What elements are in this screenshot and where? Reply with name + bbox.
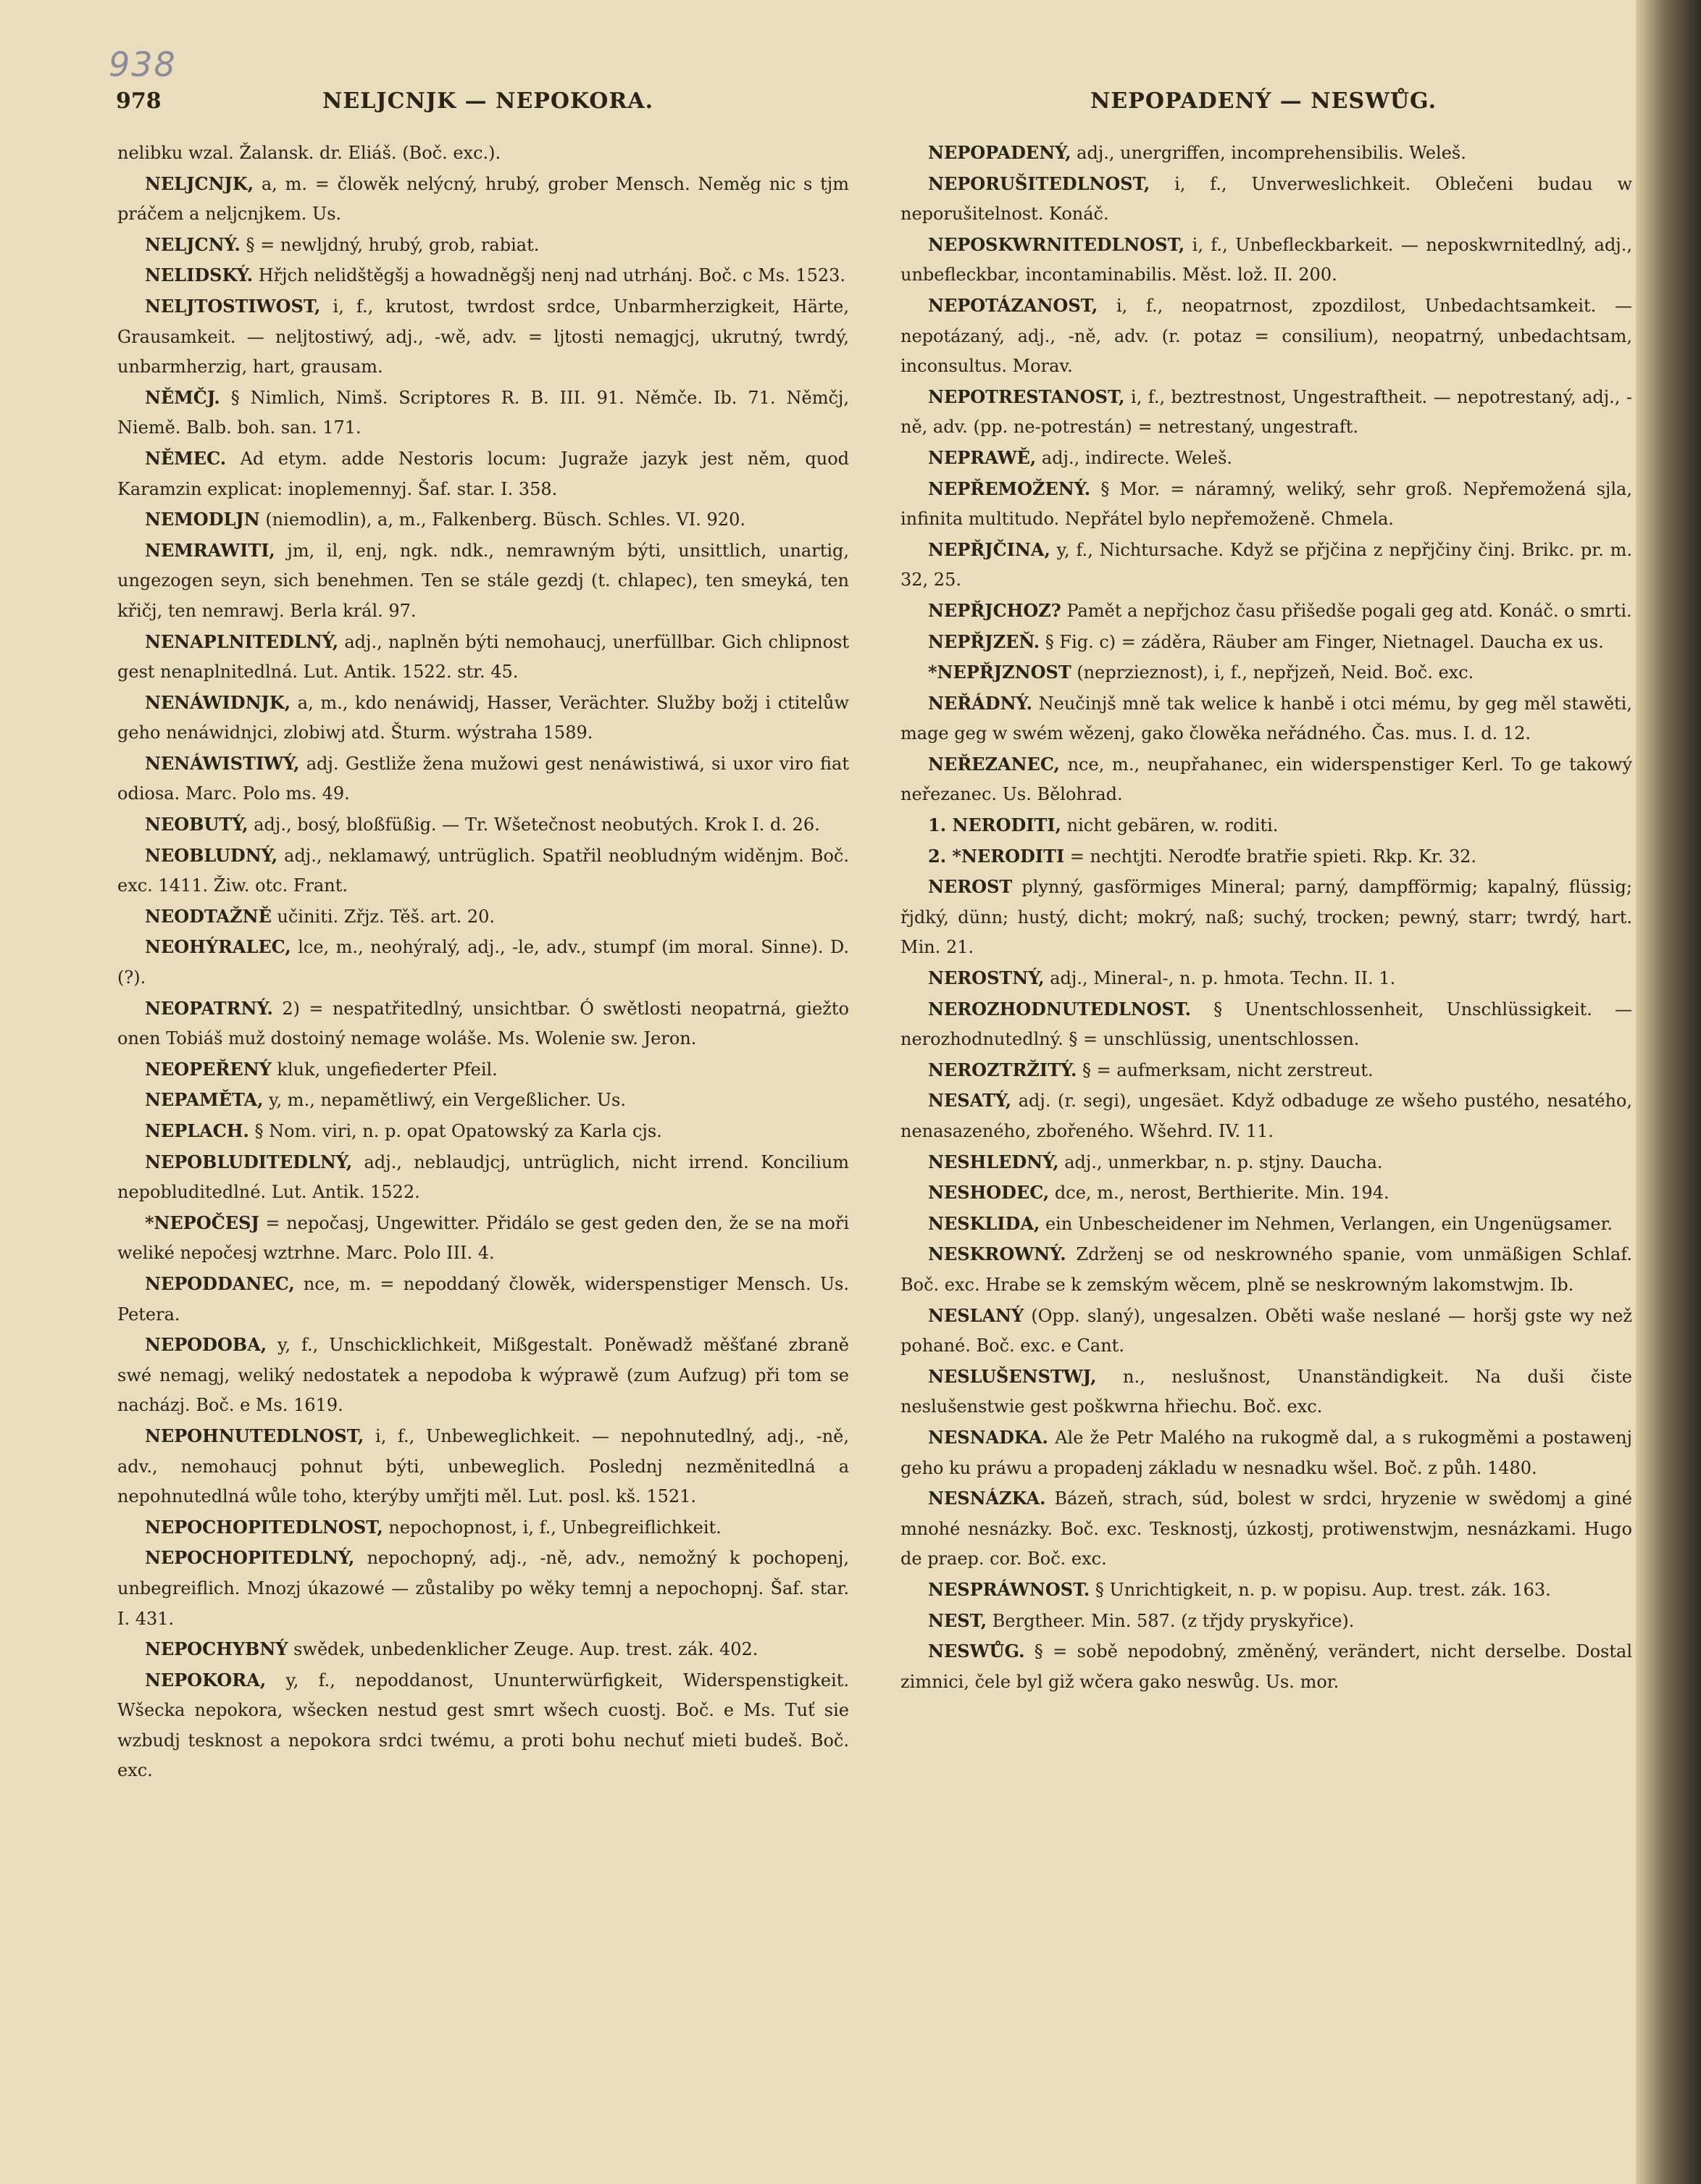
entry-text: swědek, unbedenklicher Zeuge. Aup. trest. zák. 402. <box>288 1639 758 1660</box>
entry-text: § Fig. c) = záděra, Räuber am Finger, Nietnagel. Daucha ex us. <box>1040 631 1604 652</box>
dictionary-entry <box>900 749 1632 810</box>
dictionary-entry <box>900 535 1632 596</box>
entry-headword: NEMODLJN <box>145 509 260 530</box>
entry-text: adj. (r. segi), ungesäet. Když odbaduge ze wšeho pustého, nesatého, nenasazeného, zbořeného. Wšehrd. IV. 11. <box>900 1091 1632 1141</box>
running-head-right: NEPOPADENÝ — NESWŮG. <box>1090 88 1437 114</box>
entry-headword: NEPŘJČINA, <box>928 538 1050 560</box>
dictionary-entry <box>900 688 1632 749</box>
entry-text: Ad etym. adde Nestoris locum: Jugraže jazyk jest něm, quod Karamzin explicat: inoplemennyj. Šaf. star. I. 358. <box>117 448 849 499</box>
dictionary-entry <box>117 169 849 230</box>
entry-headword: NELJTOSTIWOST, <box>145 295 321 317</box>
dictionary-entry <box>117 535 849 627</box>
dictionary-entry <box>900 841 1632 872</box>
entry-text: § Nimlich, Nimš. Scriptores R. B. III. 91. Němče. Ib. 71. Němčj, Niemě. Balb. boh. san. 171. <box>117 387 849 438</box>
entry-text: adj. Gestliže žena mužowi gest nenáwistiwá, si uxor viro fiat odiosa. Marc. Polo ms. 49. <box>117 753 849 804</box>
entry-text: nicht gebären, w. roditi. <box>1061 815 1279 836</box>
entry-text: (Opp. slaný), ungesalzen. Oběti waše neslané — horšj gste wy než pohané. Boč. exc. e Cant. <box>900 1305 1632 1356</box>
entry-text: adj., indirecte. Weleš. <box>1036 447 1233 468</box>
entry-headword: NEOHÝRALEC, <box>145 936 291 958</box>
dictionary-entry <box>900 963 1632 994</box>
entry-headword: NEPOTRESTANOST, <box>928 385 1125 407</box>
dictionary-entry <box>900 627 1632 658</box>
entry-headword: NEPOTÁZANOST, <box>928 294 1098 316</box>
dictionary-entry <box>117 138 849 169</box>
entry-headword: NEPRAWĚ, <box>928 446 1037 468</box>
dictionary-entry <box>117 291 849 383</box>
dictionary-entry <box>900 1055 1632 1086</box>
entry-text: = nechtjti. Nerodťe bratřie spieti. Rkp. Kr. 32. <box>1064 846 1477 867</box>
entry-text: kluk, ungefiederter Pfeil. <box>271 1059 498 1080</box>
entry-headword: NEPODDANEC, <box>145 1272 295 1294</box>
entry-headword: NEPOPADENÝ, <box>928 142 1071 163</box>
entry-text: 2) = nespatřitedlný, unsichtbar. Ó swětlosti neopatrná, giežto onen Tobiáš muž dostoiný nemage woláše. Ms. Wolenie sw. Jeron. <box>117 998 849 1049</box>
entry-headword: NEROST <box>928 876 1013 898</box>
dictionary-entry <box>117 1147 849 1208</box>
entry-headword: NEOPEŘENÝ <box>145 1058 272 1080</box>
dictionary-entry <box>117 932 849 993</box>
entry-text: a, m. = člowěk nelýcný, hrubý, grober Mensch. Neměg nic s tjm práčem a neljcnjkem. Us. <box>117 173 849 225</box>
entry-headword: NELJCNÝ. <box>145 233 241 255</box>
entry-text: Zdrženj se od neskrowného spanie, vom unmäßigen Schlaf. Boč. exc. Hrabe se k zemským wěcem, plně se neskrowným lakomstwjm. Ib. <box>900 1244 1632 1295</box>
entry-headword: NESHLEDNÝ, <box>928 1151 1059 1172</box>
entry-headword: NEMRAWITI, <box>145 539 275 561</box>
entry-headword: NENAPLNITEDLNÝ, <box>145 630 339 652</box>
dictionary-entry <box>900 169 1632 230</box>
entry-headword: NESKROWNÝ. <box>928 1243 1066 1265</box>
entry-headword: NĚMEC. <box>145 447 227 469</box>
dictionary-entry <box>117 1085 849 1116</box>
dictionary-entry <box>900 1575 1632 1606</box>
entry-text: § Unentschlossenheit, Unschlüssigkeit. — nerozhodnutedlný. § = unschlüssig, unentschlossen. <box>900 999 1632 1050</box>
entry-text: i, f., Unbefleckbarkeit. — neposkwrnitedlný, adj., unbefleckbar, incontaminabilis. Měst. lož. II. 200. <box>900 234 1632 285</box>
dictionary-entry <box>900 443 1632 474</box>
dictionary-entry <box>117 1116 849 1147</box>
entry-headword: NELJCNJK, <box>145 172 254 194</box>
entry-text: nce, m. = nepoddaný člowěk, widerspenstiger Mensch. Us. Petera. <box>117 1273 849 1325</box>
dictionary-entry <box>900 596 1632 627</box>
entry-headword: NENÁWIDNJK, <box>145 691 291 713</box>
entry-headword: NESATÝ, <box>928 1090 1012 1112</box>
entry-text: § Nom. viri, n. p. opat Opatowský za Karla cjs. <box>248 1121 662 1141</box>
pencil-page-note: 938 <box>109 45 177 84</box>
dictionary-entry <box>900 1301 1632 1362</box>
page-gutter-shadow <box>1636 0 1701 2184</box>
dictionary-entry <box>900 1422 1632 1483</box>
entry-text: adj., unergriffen, incomprehensibilis. Weleš. <box>1071 143 1466 163</box>
dictionary-entry <box>117 1208 849 1269</box>
dictionary-entry <box>900 230 1632 291</box>
dictionary-entry <box>900 1239 1632 1300</box>
dictionary-entry <box>900 291 1632 382</box>
dictionary-entry <box>900 810 1632 841</box>
entry-text: § = sobě nepodobný, změněný, verändert, nicht derselbe. Dostal zimnici, čele byl giž wčera gako neswůg. Us. mor. <box>900 1641 1632 1692</box>
dictionary-entry <box>117 1512 849 1543</box>
left-column <box>117 138 849 2138</box>
entry-text: i, f., krutost, twrdost srdce, Unbarmherzigkeit, Härte, Grausamkeit. — neljtostiwý, adj., -wě, adv. = ljtosti nemagjcj, ukrutný, twrdý, unbarmherzig, hart, grausam. <box>117 296 849 378</box>
entry-text: Ale že Petr Malého na rukogmě dal, a s rukogměmi a postawenj geho ku práwu a propadenj základu w nesnadku wšel. Boč. z půh. 1480. <box>900 1427 1632 1478</box>
entry-text: § = newljdný, hrubý, grob, rabiat. <box>240 234 540 255</box>
dictionary-entry <box>117 504 849 535</box>
entry-text: (neprzieznost), i, f., nepřjzeň, Neid. Boč. exc. <box>1071 662 1474 683</box>
dictionary-entry <box>117 1634 849 1665</box>
entry-headword: NELIDSKÝ. <box>145 264 254 286</box>
dictionary-entry <box>900 1209 1632 1240</box>
entry-headword: NESNÁZKA. <box>928 1488 1046 1509</box>
entry-text: = nepočasj, Ungewitter. Přidálo se gest geden den, že se na moři weliké nepočesj wztrhne. Marc. Polo III. 4. <box>117 1212 849 1264</box>
entry-text: y, f., nepoddanost, Ununterwürfigkeit, Widerspenstigkeit. Wšecka nepokora, wšecken nestud gest smrt wšech cuostj. Boč. e Ms. Tuť sie wzbudj tesknost a nepokora srdci twému, a proti bohu nechuť mieti budeš. Boč. exc. <box>117 1670 849 1781</box>
entry-headword: NEPAMĚTA, <box>145 1089 264 1111</box>
entry-text: adj., neklamawý, untrüglich. Spatřil neobludným widěnjm. Boč. exc. 1411. Žiw. otc. Frant. <box>117 845 849 896</box>
entry-headword: NEŘÁDNÝ. <box>928 692 1032 714</box>
entry-text: adj., bosý, bloßfüßig. — Tr. Wšetečnost neobutých. Krok I. d. 26. <box>248 814 820 835</box>
entry-text: adj., Mineral-, n. p. hmota. Techn. II. 1. <box>1044 968 1396 989</box>
entry-text: § Unrichtigkeit, n. p. w popisu. Aup. trest. zák. 163. <box>1090 1579 1551 1600</box>
entry-text: i, f., Unverweslichkeit. Oblečeni budau w neporušitelnost. Konáč. <box>900 173 1632 225</box>
entry-text: jm, il, enj, ngk. ndk., nemrawným býti, unsittlich, unartig, ungezogen seyn, sich benehmen. Ten se stále gezdj (t. chlapec), ten smeyká, ten křičj, ten nemrawj. Berla král. 97. <box>117 540 849 621</box>
entry-headword: NESNADKA. <box>928 1426 1048 1448</box>
entry-text: y, f., Unschicklichkeit, Mißgestalt. Poněwadž měšťané zbraně swé nemagj, weliký nedostatek a nepodoba k wýprawě (zum Aufzug) při tom se nacházj. Boč. e Ms. 1619. <box>117 1335 849 1416</box>
dictionary-entry <box>117 901 849 933</box>
dictionary-entry <box>900 1178 1632 1209</box>
entry-text: § Mor. = náramný, weliký, sehr groß. Nepřemožená sjla, infinita multitudo. Nepřátel bylo nepřemoženě. Chmela. <box>900 478 1632 530</box>
entry-text: nepochopný, adj., -ně, adv., nemožný k pochopenj, unbegreiflich. Mnozj úkazowé — zůstaliby po wěky temnj a nepochopnj. Šaf. star. I. 431. <box>117 1548 849 1629</box>
dictionary-entry <box>117 1054 849 1085</box>
dictionary-entry <box>900 1483 1632 1575</box>
dictionary-entry <box>117 1543 849 1634</box>
dictionary-entry <box>900 138 1632 169</box>
entry-headword: NEOBUTÝ, <box>145 814 248 835</box>
entry-text: y, m., nepamětliwý, ein Vergeßlicher. Us. <box>263 1090 626 1111</box>
right-column <box>900 138 1632 2138</box>
entry-text: adj., naplněn býti nemohaucj, unerfüllbar. Gich chlipnost gest nenaplnitedlná. Lut. Antik. 1522. str. 45. <box>117 631 849 683</box>
dictionary-entry <box>900 1362 1632 1422</box>
dictionary-entry <box>117 993 849 1054</box>
dictionary-entry <box>117 1421 849 1512</box>
dictionary-entry <box>117 749 849 809</box>
entry-text: Pamět a nepřjchoz času přišedše pogali geg atd. Konáč. o smrti. <box>1061 600 1632 621</box>
entry-headword: NEPOHNUTEDLNOST, <box>145 1425 364 1446</box>
entry-headword: NEROZTRŽITÝ. <box>928 1059 1077 1080</box>
entry-headword: NESHODEC, <box>928 1182 1050 1204</box>
entry-headword: NEPŘJZEŇ. <box>928 630 1040 652</box>
entry-headword: NEPORUŠITEDLNOST, <box>928 172 1150 194</box>
entry-text: Hřjch nelidštěgšj a howadněgšj nenj nad utrhánj. Boč. c Ms. 1523. <box>253 265 846 286</box>
dictionary-entry <box>117 1330 849 1421</box>
entry-headword: NEPŘEMOŽENÝ. <box>928 478 1091 499</box>
entry-text: lce, m., neohýralý, adj., -le, adv., stumpf (im moral. Sinne). D. (?). <box>117 937 849 988</box>
entry-text: § = aufmerksam, nicht zerstreut. <box>1077 1059 1374 1080</box>
entry-headword: NEODTAŽNĚ <box>145 905 272 927</box>
dictionary-entry <box>900 1636 1632 1697</box>
entry-headword: NEPLACH. <box>145 1120 249 1141</box>
entry-headword: NESLANÝ <box>928 1304 1024 1326</box>
dictionary-entry <box>900 474 1632 535</box>
dictionary-entry <box>117 1269 849 1330</box>
dictionary-entry <box>117 443 849 504</box>
entry-headword: NESLUŠENSTWJ, <box>928 1365 1097 1387</box>
entry-headword: NEŘEZANEC, <box>928 753 1060 775</box>
entry-headword: NEPODOBA, <box>145 1334 267 1356</box>
entry-headword: NEPOCHOPITEDLNÝ, <box>145 1547 355 1569</box>
dictionary-entry <box>117 841 849 901</box>
entry-headword: 2. *NERODITI <box>928 845 1065 867</box>
entry-headword: NEPOSKWRNITEDLNOST, <box>928 233 1185 255</box>
entry-headword: NEPOKORA, <box>145 1669 267 1691</box>
entry-headword: 1. NERODITI, <box>928 814 1061 836</box>
dictionary-entry <box>900 1147 1632 1178</box>
entry-text: i, f., beztrestnost, Ungestraftheit. — nepotrestaný, adj., -ně, adv. (pp. ne-potrestán) = netrestaný, ungestraft. <box>900 386 1632 438</box>
entry-headword: NENÁWISTIWÝ, <box>145 752 300 774</box>
dictionary-entry <box>117 230 849 261</box>
dictionary-entry <box>900 994 1632 1055</box>
entry-text: Bázeň, strach, súd, bolest w srdci, hryzenie w swědomj a giné mnohé nesnázky. Boč. exc. Tesknostj, úzkostj, protiwenstwjm, nesnázkami. Hugo de praep. cor. Boč. exc. <box>900 1488 1632 1570</box>
dictionary-entry <box>117 383 849 443</box>
entry-text: a, m., kdo nenáwidj, Hasser, Verächter. Služby božj i ctitelůw geho nenáwidnjci, zlobiwj atd. Šturm. wýstraha 1589. <box>117 692 849 743</box>
dictionary-entry <box>117 627 849 688</box>
entry-text: (niemodlin), a, m., Falkenberg. Büsch. Schles. VI. 920. <box>259 509 745 530</box>
entry-headword: NĚMČJ. <box>145 386 220 408</box>
dictionary-entry <box>117 809 849 841</box>
dictionary-entry <box>900 1606 1632 1637</box>
entry-headword: NEST, <box>928 1609 987 1631</box>
dictionary-entry <box>117 688 849 749</box>
entry-headword: *NEPŘJZNOST <box>928 662 1071 683</box>
entry-text: nce, m., neupřahanec, ein widerspenstiger Kerl. To ge takowý neřezanec. Us. Bělohrad. <box>900 754 1632 805</box>
dictionary-entry <box>900 872 1632 963</box>
entry-headword: NEPOCHYBNÝ <box>145 1638 288 1660</box>
entry-text: y, f., Nichtursache. Když se přjčina z nepřjčiny činj. Brikc. pr. m. 32, 25. <box>900 539 1632 591</box>
entry-text: adj., neblaudjcj, untrüglich, nicht irrend. Koncilium nepobluditedlné. Lut. Antik. 1522. <box>117 1151 849 1203</box>
entry-headword: NESWŮG. <box>928 1641 1025 1662</box>
entry-headword: NEPŘJCHOZ? <box>928 599 1061 621</box>
entry-text: nepochopnost, i, f., Unbegreiflichkeit. <box>383 1517 722 1538</box>
entry-text: dce, m., nerost, Berthierite. Min. 194. <box>1049 1183 1389 1204</box>
entry-headword: NEROZHODNUTEDLNOST. <box>928 998 1191 1020</box>
entry-text: Bergtheer. Min. 587. (z třjdy pryskyřice). <box>987 1610 1355 1631</box>
dictionary-entry <box>900 382 1632 443</box>
entry-headword: NEOPATRNÝ. <box>145 997 273 1019</box>
entry-text: i, f., Unbeweglichkeit. — nepohnutedlný, adj., -ně, adv., nemohaucj pohnut býti, unbeweglich. Poslednj nezměnitedlná a nepohnutedlná wůle toho, kterýby umřjti měl. Lut. posl. kš. 1521. <box>117 1425 849 1507</box>
entry-headword: NEROSTNÝ, <box>928 967 1045 989</box>
entry-text: i, f., neopatrnost, zpozdilost, Unbedachtsamkeit. — nepotázaný, adj., -ně, adv. (r. potaz = consilium), neopatrný, unbedachtsam, inconsultus. Morav. <box>900 295 1632 377</box>
entry-text: učiniti. Zřjz. Těš. art. 20. <box>271 906 496 927</box>
entry-text: adj., unmerkbar, n. p. stjny. Daucha. <box>1058 1151 1383 1172</box>
dictionary-entry <box>117 1665 849 1786</box>
entry-headword: NEPOCHOPITEDLNOST, <box>145 1516 383 1538</box>
entry-text: n., neslušnost, Unanständigkeit. Na duši čiste neslušenstwie gest poškwrna hřiechu. Boč. exc. <box>900 1366 1632 1417</box>
dictionary-entry <box>900 657 1632 688</box>
entry-headword: NESPRÁWNOST. <box>928 1578 1090 1600</box>
entry-text: Neučinjš mně tak welice k hanbě i otci mému, by geg měl stawěti, mage geg w swém wězenj, gako člowěka neřádného. Čas. mus. I. d. 12. <box>900 693 1632 744</box>
page-number: 978 <box>116 88 162 114</box>
entry-text: nelibku wzal. Žalansk. dr. Eliáš. (Boč. exc.). <box>117 143 501 163</box>
entry-headword: *NEPOČESJ <box>145 1212 259 1233</box>
entry-headword: NEPOBLUDITEDLNÝ, <box>145 1151 353 1172</box>
entry-text: ein Unbescheidener im Nehmen, Verlangen, ein Ungenügsamer. <box>1040 1213 1613 1234</box>
entry-headword: NESKLIDA, <box>928 1212 1040 1234</box>
entry-headword: NEOBLUDNÝ, <box>145 844 278 866</box>
running-head-left: NELJCNJK — NEPOKORA. <box>322 88 654 114</box>
dictionary-entry <box>900 1085 1632 1146</box>
dictionary-entry <box>117 260 849 291</box>
entry-text: plynný, gasförmiges Mineral; parný, dampfförmig; kapalný, flüssig; řjdký, dünn; hustý, dicht; mokrý, naß; suchý, trocken; pewný, starr; twrdý, hart. Min. 21. <box>900 877 1632 958</box>
